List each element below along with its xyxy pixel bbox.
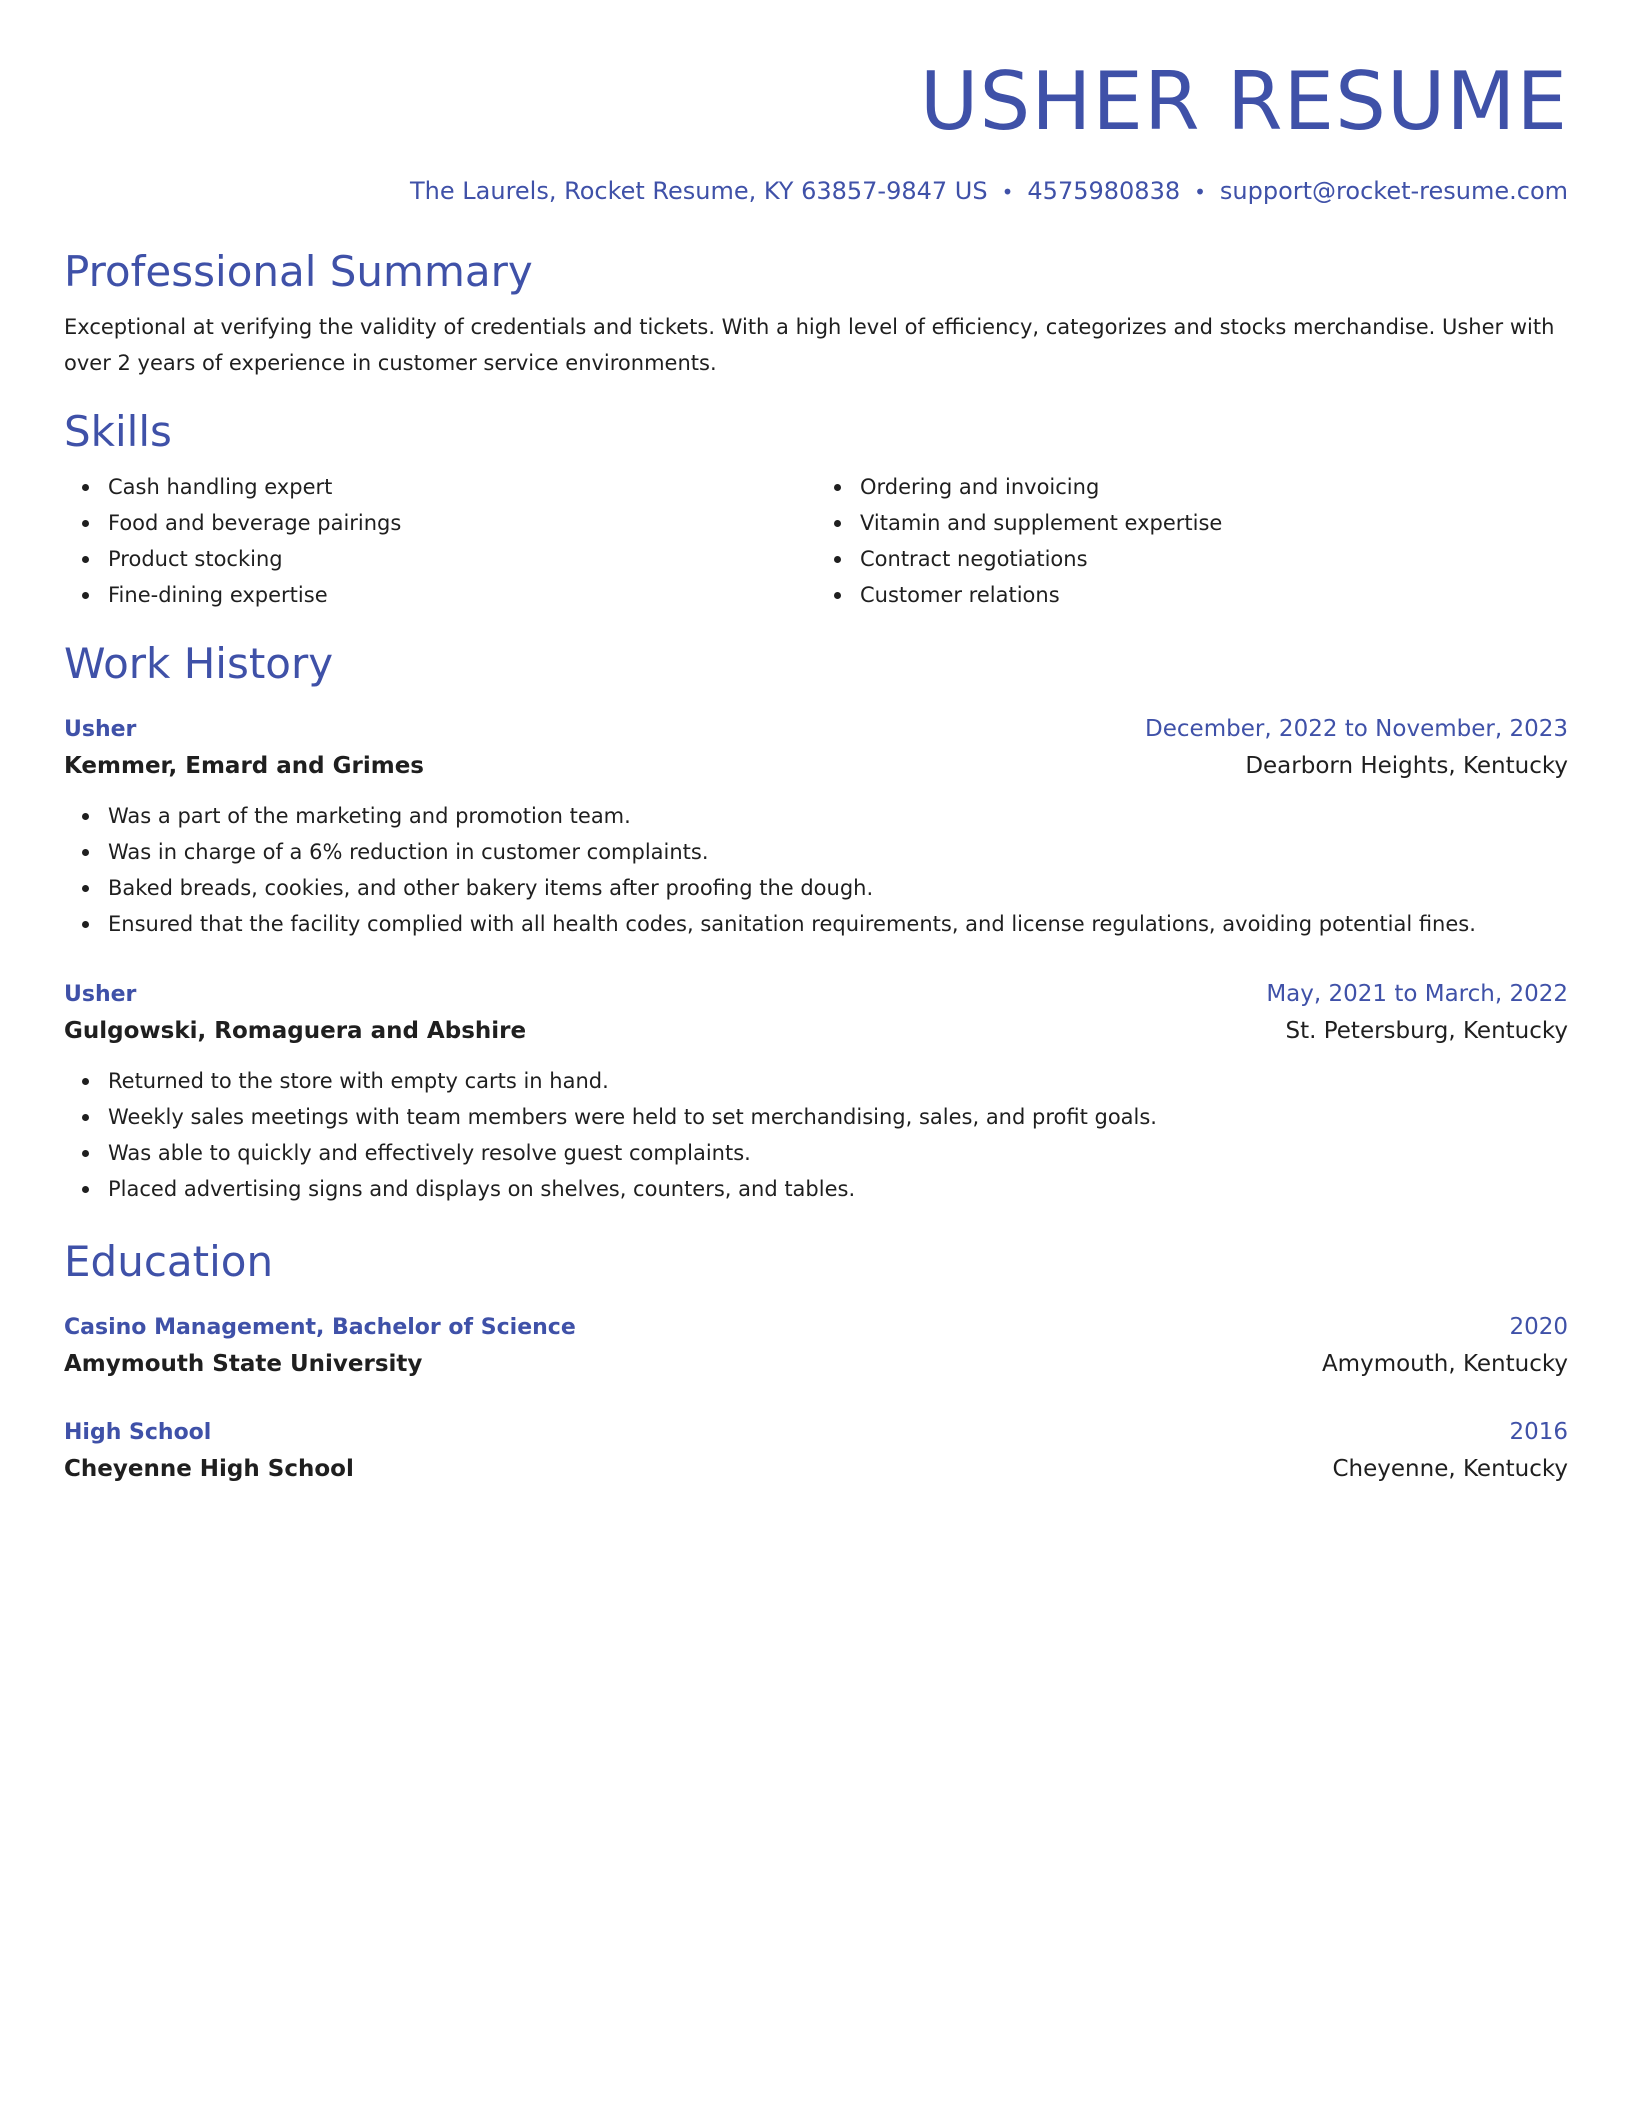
school-name: Amymouth State University	[64, 1351, 423, 1377]
school-location: Cheyenne, Kentucky	[1332, 1456, 1568, 1482]
skills-column-right	[816, 469, 1568, 613]
skill-item: Fine-dining expertise	[108, 577, 816, 613]
graduation-year: 2020	[1509, 1314, 1568, 1340]
summary-heading: Professional Summary	[64, 247, 533, 296]
summary-text: Exceptional at verifying the validity of credentials and tickets. With a high level of efficiency, categorizes and stocks merchandise. Usher with over 2 years of experience in customer service environments.	[64, 315, 1555, 375]
duty-item: Returned to the store with empty carts in hand.	[108, 1063, 1568, 1099]
duty-item: Weekly sales meetings with team members were held to set merchandising, sales, and profit goals.	[108, 1099, 1568, 1135]
duty-item: Was in charge of a 6% reduction in customer complaints.	[108, 834, 1568, 870]
work-history-heading: Work History	[64, 639, 334, 688]
school-name: Cheyenne High School	[64, 1456, 354, 1482]
duty-item: Was a part of the marketing and promotion team.	[108, 798, 1568, 834]
job-dates: May, 2021 to March, 2022	[1266, 981, 1568, 1007]
contact-separator: •	[1001, 180, 1014, 204]
job-dates: December, 2022 to November, 2023	[1145, 716, 1568, 742]
skill-item: Customer relations	[860, 577, 1568, 613]
contact-email[interactable]: support@rocket-resume.com	[1219, 177, 1568, 205]
job-company: Kemmer, Emard and Grimes	[64, 753, 424, 779]
school-location: Amymouth, Kentucky	[1321, 1351, 1568, 1377]
contact-separator: •	[1194, 180, 1206, 204]
job-location: St. Petersburg, Kentucky	[1285, 1018, 1568, 1044]
degree-title: Casino Management, Bachelor of Science	[64, 1315, 576, 1340]
education-entry	[64, 1309, 1568, 1382]
contact-address: The Laurels, Rocket Resume, KY 63857-9847 US	[410, 177, 988, 205]
graduation-year: 2016	[1509, 1419, 1568, 1445]
job-location: Dearborn Heights, Kentucky	[1245, 753, 1568, 779]
skill-item: Ordering and invoicing	[860, 469, 1568, 505]
contact-line	[64, 176, 1568, 207]
duty-item: Ensured that the facility complied with all health codes, sanitation requirements, and license regulations, avoiding potential fines.	[108, 906, 1568, 942]
education-entry	[64, 1414, 1568, 1487]
job-company: Gulgowski, Romaguera and Abshire	[64, 1018, 527, 1044]
resume-name: USHER RESUME	[919, 55, 1568, 148]
skills-heading: Skills	[64, 407, 172, 456]
contact-phone: 4575980838	[1027, 177, 1181, 205]
degree-title: High School	[64, 1420, 212, 1445]
skills-list	[64, 469, 1568, 613]
job-title: Usher	[64, 982, 137, 1007]
education-heading: Education	[64, 1237, 274, 1286]
skill-item: Contract negotiations	[860, 541, 1568, 577]
job-duties	[64, 798, 1568, 942]
job-title: Usher	[64, 717, 137, 742]
skill-item: Product stocking	[108, 541, 816, 577]
skill-item: Vitamin and supplement expertise	[860, 505, 1568, 541]
job-duties	[64, 1063, 1568, 1207]
duty-item: Placed advertising signs and displays on shelves, counters, and tables.	[108, 1171, 1568, 1207]
skills-column-left	[64, 469, 816, 613]
duty-item: Was able to quickly and effectively resolve guest complaints.	[108, 1135, 1568, 1171]
work-entry	[64, 976, 1568, 1207]
work-entry	[64, 711, 1568, 942]
skill-item: Food and beverage pairings	[108, 505, 816, 541]
duty-item: Baked breads, cookies, and other bakery items after proofing the dough.	[108, 870, 1568, 906]
skill-item: Cash handling expert	[108, 469, 816, 505]
